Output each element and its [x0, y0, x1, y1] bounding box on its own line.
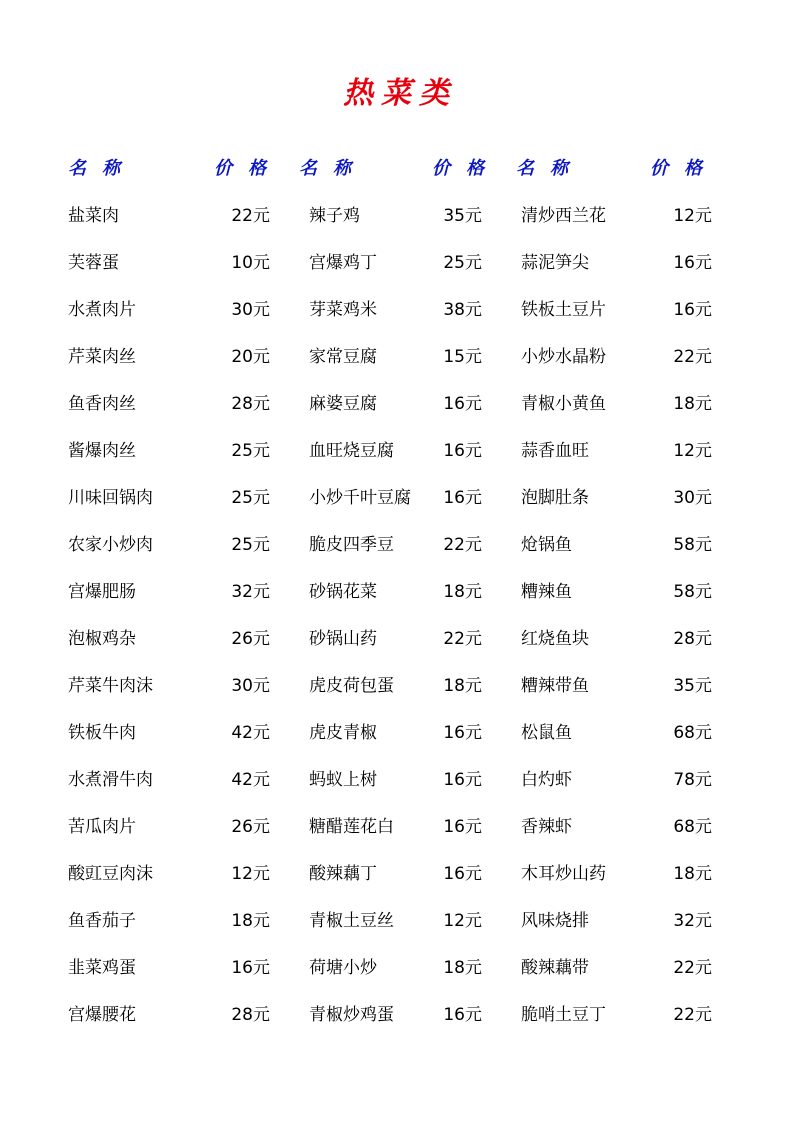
dish-name: 脆皮四季豆: [309, 535, 394, 555]
dish-price: 16元: [443, 441, 482, 461]
dish-name: 糟辣鱼: [521, 582, 572, 602]
table-row: [0, 194, 800, 241]
dish-name: 清炒西兰花: [521, 206, 606, 226]
dish-price: 28元: [231, 1005, 270, 1025]
dish-price: 22元: [673, 1005, 712, 1025]
dish-price: 16元: [673, 253, 712, 273]
dish-name: 虎皮青椒: [309, 723, 377, 743]
dish-price: 32元: [673, 911, 712, 931]
dish-price: 22元: [673, 958, 712, 978]
dish-name: 芽菜鸡米: [309, 300, 377, 320]
table-row: [0, 993, 800, 1040]
header-price-col-1: 价格: [214, 158, 282, 179]
dish-price: 25元: [231, 441, 270, 461]
dish-price: 25元: [443, 253, 482, 273]
dish-name: 小炒千叶豆腐: [309, 488, 411, 508]
dish-price: 18元: [673, 864, 712, 884]
header-price-col-2: 价格: [432, 158, 500, 179]
dish-price: 18元: [443, 676, 482, 696]
dish-name: 水煮肉片: [68, 300, 136, 320]
dish-name: 酸辣藕带: [521, 958, 589, 978]
dish-name: 芹菜牛肉沫: [68, 676, 153, 696]
header-name-col-1: 名称: [68, 158, 136, 179]
dish-name: 泡脚肚条: [521, 488, 589, 508]
table-row: [0, 805, 800, 852]
dish-name: 酱爆肉丝: [68, 441, 136, 461]
dish-price: 12元: [231, 864, 270, 884]
dish-price: 25元: [231, 535, 270, 555]
dish-name: 糖醋莲花白: [309, 817, 394, 837]
table-row: [0, 382, 800, 429]
dish-price: 12元: [673, 206, 712, 226]
dish-name: 青椒小黄鱼: [521, 394, 606, 414]
dish-price: 26元: [231, 629, 270, 649]
table-row: [0, 570, 800, 617]
dish-name: 糟辣带鱼: [521, 676, 589, 696]
dish-price: 78元: [673, 770, 712, 790]
dish-name: 酸豇豆肉沫: [68, 864, 153, 884]
dish-name: 鱼香肉丝: [68, 394, 136, 414]
dish-price: 16元: [443, 394, 482, 414]
dish-price: 12元: [443, 911, 482, 931]
dish-name: 宫爆肥肠: [68, 582, 136, 602]
dish-name: 家常豆腐: [309, 347, 377, 367]
dish-name: 脆哨土豆丁: [521, 1005, 606, 1025]
dish-price: 32元: [231, 582, 270, 602]
dish-price: 16元: [673, 300, 712, 320]
dish-name: 铁板土豆片: [521, 300, 606, 320]
dish-price: 10元: [231, 253, 270, 273]
dish-price: 16元: [443, 817, 482, 837]
dish-name: 辣子鸡: [309, 206, 360, 226]
dish-name: 川味回锅肉: [68, 488, 153, 508]
dish-price: 20元: [231, 347, 270, 367]
dish-name: 香辣虾: [521, 817, 572, 837]
table-row: [0, 899, 800, 946]
dish-name: 水煮滑牛肉: [68, 770, 153, 790]
dish-price: 18元: [443, 582, 482, 602]
dish-price: 16元: [443, 770, 482, 790]
table-row: [0, 852, 800, 899]
dish-name: 青椒土豆丝: [309, 911, 394, 931]
dish-name: 白灼虾: [521, 770, 572, 790]
dish-name: 炝锅鱼: [521, 535, 572, 555]
dish-name: 芹菜肉丝: [68, 347, 136, 367]
dish-price: 16元: [443, 864, 482, 884]
menu-table: [0, 194, 800, 1040]
header-name-col-3: 名称: [516, 158, 584, 179]
dish-price: 22元: [673, 347, 712, 367]
table-row: [0, 335, 800, 382]
dish-price: 30元: [673, 488, 712, 508]
dish-price: 28元: [231, 394, 270, 414]
dish-name: 韭菜鸡蛋: [68, 958, 136, 978]
dish-price: 58元: [673, 582, 712, 602]
dish-name: 宫爆腰花: [68, 1005, 136, 1025]
dish-price: 25元: [231, 488, 270, 508]
dish-name: 麻婆豆腐: [309, 394, 377, 414]
dish-name: 宫爆鸡丁: [309, 253, 377, 273]
dish-price: 35元: [443, 206, 482, 226]
table-header: [0, 155, 800, 183]
dish-price: 28元: [673, 629, 712, 649]
dish-price: 18元: [231, 911, 270, 931]
dish-name: 泡椒鸡杂: [68, 629, 136, 649]
dish-price: 16元: [443, 488, 482, 508]
dish-name: 砂锅山药: [309, 629, 377, 649]
dish-price: 68元: [673, 817, 712, 837]
dish-name: 盐菜肉: [68, 206, 119, 226]
table-row: [0, 758, 800, 805]
dish-price: 16元: [231, 958, 270, 978]
dish-price: 18元: [443, 958, 482, 978]
dish-name: 青椒炒鸡蛋: [309, 1005, 394, 1025]
dish-price: 30元: [231, 676, 270, 696]
header-price-col-3: 价格: [650, 158, 718, 179]
dish-price: 22元: [231, 206, 270, 226]
dish-name: 农家小炒肉: [68, 535, 153, 555]
dish-price: 38元: [443, 300, 482, 320]
table-row: [0, 288, 800, 335]
dish-price: 22元: [443, 629, 482, 649]
table-row: [0, 946, 800, 993]
dish-name: 蒜香血旺: [521, 441, 589, 461]
dish-name: 蚂蚁上树: [309, 770, 377, 790]
dish-price: 42元: [231, 723, 270, 743]
page-title: 热菜类: [343, 76, 457, 111]
dish-price: 22元: [443, 535, 482, 555]
dish-price: 30元: [231, 300, 270, 320]
dish-price: 12元: [673, 441, 712, 461]
table-row: [0, 523, 800, 570]
dish-name: 小炒水晶粉: [521, 347, 606, 367]
header-name-col-2: 名称: [299, 158, 367, 179]
table-row: [0, 429, 800, 476]
dish-price: 26元: [231, 817, 270, 837]
table-row: [0, 664, 800, 711]
dish-price: 58元: [673, 535, 712, 555]
dish-price: 42元: [231, 770, 270, 790]
dish-name: 风味烧排: [521, 911, 589, 931]
dish-name: 虎皮荷包蛋: [309, 676, 394, 696]
dish-name: 血旺烧豆腐: [309, 441, 394, 461]
dish-name: 红烧鱼块: [521, 629, 589, 649]
dish-name: 鱼香茄子: [68, 911, 136, 931]
dish-price: 18元: [673, 394, 712, 414]
dish-name: 苦瓜肉片: [68, 817, 136, 837]
table-row: [0, 617, 800, 664]
dish-price: 15元: [443, 347, 482, 367]
dish-name: 铁板牛肉: [68, 723, 136, 743]
dish-name: 松鼠鱼: [521, 723, 572, 743]
dish-name: 酸辣藕丁: [309, 864, 377, 884]
dish-name: 芙蓉蛋: [68, 253, 119, 273]
dish-price: 35元: [673, 676, 712, 696]
table-row: [0, 241, 800, 288]
dish-name: 砂锅花菜: [309, 582, 377, 602]
table-row: [0, 476, 800, 523]
dish-price: 16元: [443, 1005, 482, 1025]
dish-name: 荷塘小炒: [309, 958, 377, 978]
dish-name: 蒜泥笋尖: [521, 253, 589, 273]
dish-price: 68元: [673, 723, 712, 743]
dish-name: 木耳炒山药: [521, 864, 606, 884]
dish-price: 16元: [443, 723, 482, 743]
table-row: [0, 711, 800, 758]
